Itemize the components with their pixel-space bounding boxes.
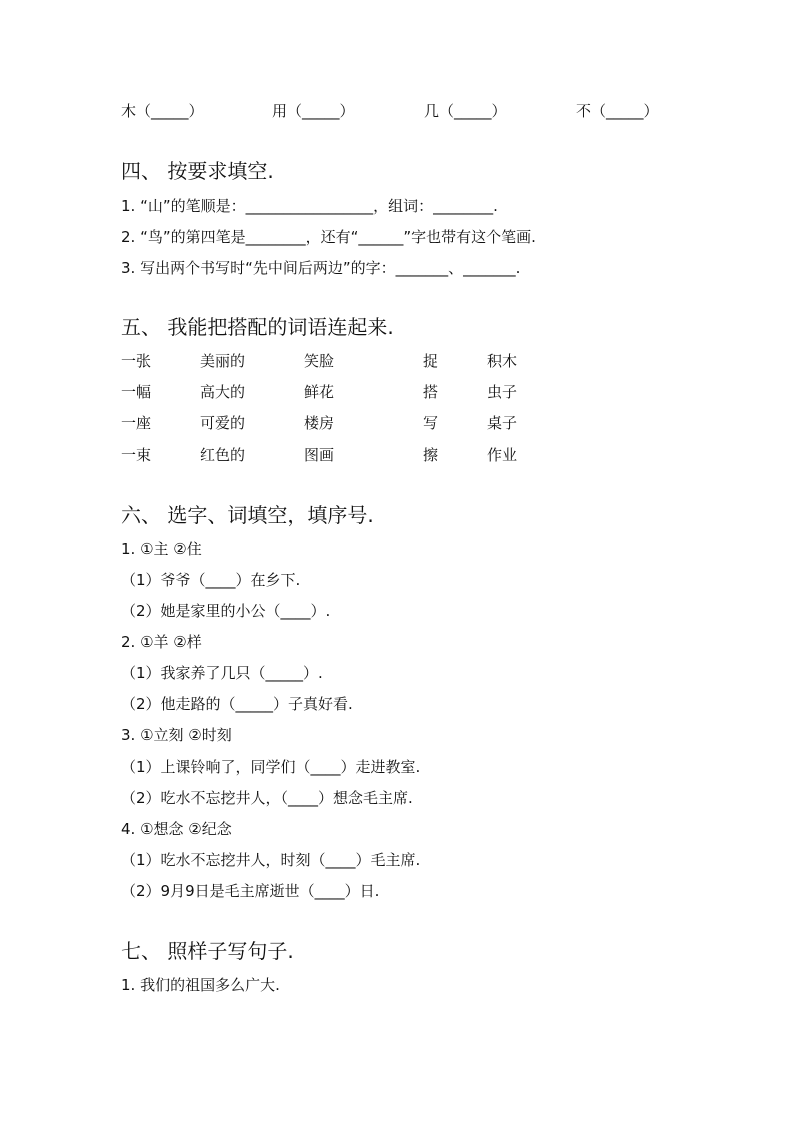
match-col4-2: 搭 — [423, 383, 439, 401]
section-6-title: 六、 选字、词填空，填序号. — [121, 503, 374, 527]
match-col5-1: 积木 — [487, 352, 518, 370]
section-6-line-10: 4. ①想念 ②纪念 — [121, 820, 232, 838]
top-row-item-3: 几（_____） — [424, 102, 507, 120]
section-4-item-3: 3. 写出两个书写时“先中间后两边”的字：_______、_______. — [121, 259, 521, 277]
section-6-line-8: （1）上课铃响了，同学们（____）走进教室. — [121, 758, 421, 776]
match-col4-4: 擦 — [423, 446, 439, 464]
top-row-item-1: 木（_____） — [121, 102, 204, 120]
match-col1-2: 一幅 — [121, 383, 152, 401]
match-col1-1: 一张 — [121, 352, 152, 370]
match-col3-1: 笑脸 — [304, 352, 335, 370]
section-6-line-4: 2. ①羊 ②样 — [121, 633, 202, 651]
section-6-line-6: （2）他走路的（_____）子真好看. — [121, 695, 353, 713]
match-col2-2: 高大的 — [200, 383, 246, 401]
match-col2-1: 美丽的 — [200, 352, 246, 370]
match-col2-4: 红色的 — [200, 446, 246, 464]
match-col1-3: 一座 — [121, 414, 152, 432]
match-col5-2: 虫子 — [487, 383, 518, 401]
match-col1-4: 一束 — [121, 446, 152, 464]
section-6-line-7: 3. ①立刻 ②时刻 — [121, 726, 232, 744]
match-col2-3: 可爱的 — [200, 414, 246, 432]
section-6-line-12: （2）9月9日是毛主席逝世（____）日. — [121, 882, 380, 900]
top-row-item-4: 不（_____） — [576, 102, 659, 120]
section-7-title: 七、 照样子写句子. — [121, 939, 294, 963]
section-6-line-5: （1）我家养了几只（_____）. — [121, 664, 323, 682]
section-4-title: 四、 按要求填空. — [121, 159, 274, 183]
match-col4-3: 写 — [423, 414, 439, 432]
section-6-line-2: （1）爷爷（____）在乡下. — [121, 571, 301, 589]
section-6-line-11: （1）吃水不忘挖井人，时刻（____）毛主席. — [121, 851, 421, 869]
match-col4-1: 捉 — [423, 352, 439, 370]
section-7-item-1: 1. 我们的祖国多么广大. — [121, 976, 280, 994]
section-6-line-1: 1. ①主 ②住 — [121, 540, 202, 558]
section-6-line-3: （2）她是家里的小公（____）. — [121, 602, 331, 620]
section-4-item-2: 2. “鸟”的第四笔是________，还有“______”字也带有这个笔画. — [121, 228, 536, 246]
match-col5-4: 作业 — [487, 446, 518, 464]
match-col3-3: 楼房 — [304, 414, 335, 432]
match-col5-3: 桌子 — [487, 414, 518, 432]
top-row-item-2: 用（_____） — [272, 102, 355, 120]
match-col3-2: 鲜花 — [304, 383, 335, 401]
section-4-item-1: 1. “山”的笔顺是：_________________，组词：________. — [121, 197, 498, 215]
section-6-line-9: （2）吃水不忘挖井人，（____）想念毛主席. — [121, 789, 413, 807]
match-col3-4: 图画 — [304, 446, 335, 464]
section-5-title: 五、 我能把搭配的词语连起来. — [121, 315, 394, 339]
